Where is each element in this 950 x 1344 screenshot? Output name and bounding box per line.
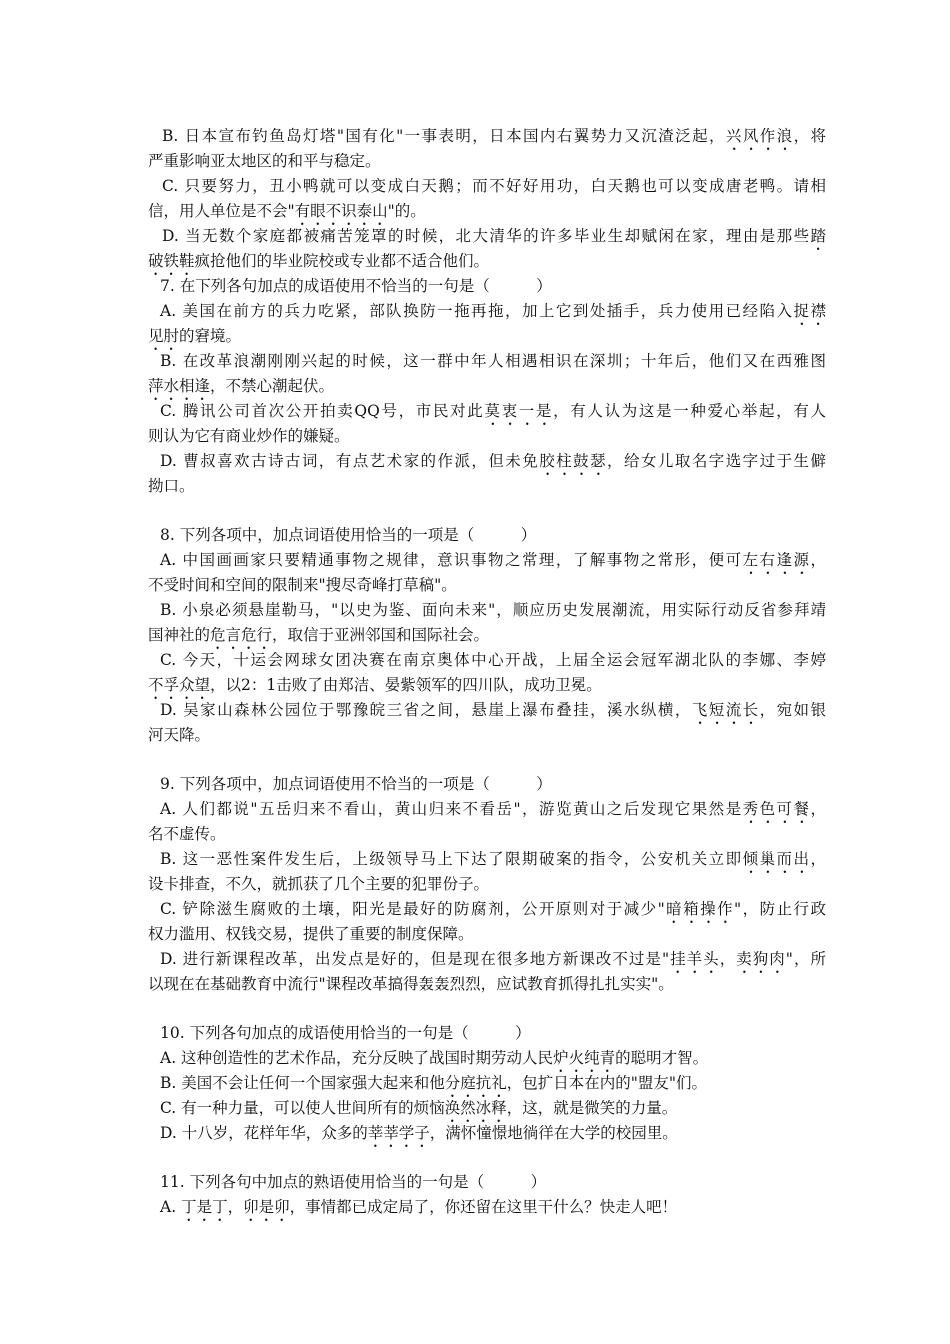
q7-option-d-line-1 xyxy=(160,451,826,473)
q10-option-c xyxy=(160,1098,826,1120)
q8-option-b-line-1 xyxy=(160,600,826,622)
text-run: A. xyxy=(160,1198,182,1216)
q9-option-d-line-1 xyxy=(160,949,826,971)
q10-option-b xyxy=(160,1073,826,1095)
emphasized-term: 有眼不识泰山 xyxy=(294,202,388,220)
text-run: ，有人认为这是一种爱心举起，有人 xyxy=(553,402,826,420)
option-d-line-1 xyxy=(162,226,826,248)
text-run: D. 当无数个家庭都被痛苦笼罩的时候，北大清华的许多毕业生却赋闲在家，理由是那些 xyxy=(162,227,811,245)
text-run: 8. 下列各项中，加点词语使用恰当的一项是（ ） xyxy=(160,526,537,544)
q7-option-a-line-1 xyxy=(160,301,826,323)
emphasized-term: 丁是丁，卯是卯 xyxy=(181,1198,290,1216)
emphasized-term: 捉襟 xyxy=(793,302,826,320)
q7-option-a-line-2 xyxy=(148,326,826,348)
q9-option-b-line-2 xyxy=(148,874,826,896)
text-run: 权力滥用、权钱交易，提供了重要的制度保障。 xyxy=(148,925,474,943)
option-d-line-2 xyxy=(148,251,826,273)
text-run: B. 美国不会让任何一个国家强大起来和他 xyxy=(160,1074,445,1092)
emphasized-term: 左右逢源 xyxy=(742,551,811,569)
text-run: ，包扩日本在内的"盟友"们。 xyxy=(506,1074,708,1092)
q10-option-a xyxy=(160,1048,826,1070)
text-run: ，宛如银 xyxy=(759,701,826,719)
question-11-stem xyxy=(160,1172,826,1194)
q8-option-a-line-1 xyxy=(160,550,826,572)
text-run: 疯抢他们的毕业院校或专业都不适合他们。 xyxy=(194,252,490,270)
q8-option-a-line-2 xyxy=(148,575,826,597)
q8-option-c-line-2 xyxy=(148,675,826,697)
emphasized-term: 兴风作浪 xyxy=(725,127,794,145)
text-run: ，不禁心潮起伏。 xyxy=(210,377,335,395)
q8-option-d-line-1 xyxy=(160,700,826,722)
question-10-stem xyxy=(160,1023,826,1045)
emphasized-term: 分庭抗礼 xyxy=(444,1074,507,1092)
text-run: C. 只要努力，丑小鸭就可以变成白天鹅；而不好好用功，白天鹅也可以变成唐老鸭。请相 xyxy=(162,177,826,195)
emphasized-term: 莘莘学子 xyxy=(367,1124,430,1142)
emphasized-term: 破铁鞋 xyxy=(148,252,195,270)
text-run: A. 人们都说"五岳归来不看山，黄山归来不看岳"，游览黄山之后发现它果然是 xyxy=(160,800,743,818)
text-run: 的聪明才智。 xyxy=(615,1049,709,1067)
option-b-line-1 xyxy=(162,126,826,148)
emphasized-term: 涣然冰释 xyxy=(444,1099,507,1117)
emphasized-term: 踏 xyxy=(810,227,826,245)
q7-option-c-line-1 xyxy=(160,401,826,423)
text-run: ，将 xyxy=(793,127,826,145)
text-run: ， xyxy=(810,551,826,569)
text-run: D. 进行新课程改革，出发点是好的，但是现在很多地方新课改不过是" xyxy=(160,950,670,968)
emphasized-term: 倾巢而出 xyxy=(742,850,811,868)
option-b-line-2 xyxy=(148,151,826,173)
text-run: B. 这一恶性案件发生后，上级领导马上下达了限期破案的指令，公安机关立即 xyxy=(160,850,743,868)
text-run: 11. 下列各句中加点的熟语使用恰当的一句是（ ） xyxy=(160,1173,547,1191)
text-run: 10. 下列各句加点的成语使用恰当的一句是（ ） xyxy=(160,1024,531,1042)
text-run: 9. 下列各项中，加点词语使用不恰当的一项是（ ） xyxy=(160,775,552,793)
text-run: B. 在改革浪潮刚刚兴起的时候，这一群中年人相遇相识在深圳；十年后，他们又在西雅图 xyxy=(160,352,826,370)
question-9-stem xyxy=(160,774,826,796)
text-run: 的窘境。 xyxy=(179,327,242,345)
text-run: 拗口。 xyxy=(148,477,195,495)
text-run: 信，用人单位是不会" xyxy=(148,202,295,220)
text-run: C. 铲除滋生腐败的土壤，阳光是最好的防腐剂，公开原则对于减少" xyxy=(160,900,665,918)
emphasized-term: 秀色可餐 xyxy=(742,800,811,818)
text-run: ， xyxy=(810,800,826,818)
q9-option-a-line-1 xyxy=(160,799,826,821)
emphasized-term: 萍水相逢 xyxy=(148,377,211,395)
text-run: D. 曹叔喜欢古诗古词，有点艺术家的作派，但未免 xyxy=(160,452,540,470)
emphasized-term: 炉火纯青 xyxy=(553,1049,616,1067)
q7-option-d-line-2 xyxy=(148,476,826,498)
q8-option-c-line-1 xyxy=(160,650,826,672)
text-run: "，防止行政 xyxy=(734,900,826,918)
option-c-line-1 xyxy=(162,176,826,198)
text-run: C. 今天，十运会网球女团决赛在南京奥体中心开战，上届全运会冠军湖北队的李娜、李婷 xyxy=(160,651,826,669)
text-run: ，给女儿取名字选字过于生僻 xyxy=(607,452,826,470)
text-run: "的。 xyxy=(387,202,426,220)
text-run: 不受时间和空间的限制来"搜尽奇峰打草稿"。 xyxy=(148,576,457,594)
emphasized-term: 飞短流长 xyxy=(691,701,760,719)
q9-option-b-line-1 xyxy=(160,849,826,871)
text-run: 河天降。 xyxy=(148,726,211,744)
text-run: D. 吴家山森林公园位于鄂豫皖三省之间，悬崖上瀑布叠挂，溪水纵横， xyxy=(160,701,692,719)
text-run: C. 腾讯公司首次公开拍卖QQ号，市民对此 xyxy=(160,402,485,420)
option-c-line-2 xyxy=(148,201,826,223)
text-run: ，满怀憧憬地徜徉在大学的校园里。 xyxy=(429,1124,678,1142)
q9-option-d-line-2 xyxy=(148,974,826,996)
text-run: A. 美国在前方的兵力吃紧，部队换防一拖再拖，加上它到处插手，兵力使用已经陷入 xyxy=(160,302,794,320)
emphasized-term: 胶柱鼓瑟 xyxy=(539,452,608,470)
q9-option-c-line-1 xyxy=(160,899,826,921)
text-run: ，事情都已成定局了，你还留在这里干什么？快走人吧！ xyxy=(289,1198,678,1216)
emphasized-term: 见肘 xyxy=(148,327,180,345)
text-run: A. 这种创造性的艺术作品，充分反映了战国时期劳动人民 xyxy=(160,1049,554,1067)
text-run: 7. 在下列各句加点的成语使用不恰当的一句是（ ） xyxy=(160,277,552,295)
text-run: 设卡排查，不久，就抓获了几个主要的犯罪份子。 xyxy=(148,875,490,893)
text-run: 则认为它有商业炒作的嫌疑。 xyxy=(148,427,350,445)
q10-option-d xyxy=(160,1123,826,1145)
text-run: A. 中国画画家只要精通事物之规律，意识事物之常理，了解事物之常形，便可 xyxy=(160,551,743,569)
q8-option-b-line-2 xyxy=(148,625,826,647)
text-run: 以现在在基础教育中流行"课程改革搞得轰轰烈烈，应试教育抓得扎扎实实"。 xyxy=(148,975,674,993)
text-run: 名不虚传。 xyxy=(148,825,226,843)
text-run: B. 小泉必须悬崖勒马，"以史为鉴、面向未来"，顺应历史发展潮流，用实际行动反省参拜靖 xyxy=(160,601,826,619)
emphasized-term: 挂羊头，卖狗肉 xyxy=(669,950,786,968)
q7-option-b-line-2 xyxy=(148,376,826,398)
emphasized-term: 暗箱操作 xyxy=(664,900,735,918)
text-run: ，这，就是微笑的力量。 xyxy=(506,1099,678,1117)
text-run: C. 有一种力量，可以使人世间所有的烦恼 xyxy=(160,1099,445,1117)
text-run: ，以2：1击败了由郑洁、晏紫领军的四川队，成功卫冕。 xyxy=(210,676,602,694)
emphasized-term: 不孚众望 xyxy=(148,676,211,694)
emphasized-term: 危言危行 xyxy=(210,626,273,644)
question-7-stem xyxy=(160,276,826,298)
text-run: D. 十八岁，花样年华，众多的 xyxy=(160,1124,368,1142)
question-8-stem xyxy=(160,525,826,547)
q7-option-c-line-2 xyxy=(148,426,826,448)
text-run: ， xyxy=(810,850,826,868)
q7-option-b-line-1 xyxy=(160,351,826,373)
text-run: 严重影响亚太地区的和平与稳定。 xyxy=(148,152,381,170)
q11-option-a xyxy=(160,1197,826,1219)
q9-option-a-line-2 xyxy=(148,824,826,846)
text-run: B. 日本宣布钓鱼岛灯塔"国有化"一事表明，日本国内右翼势力又沉渣泛起， xyxy=(162,127,726,145)
text-run: "，所 xyxy=(785,950,826,968)
text-run: 国神社的 xyxy=(148,626,211,644)
emphasized-term: 莫衷一是 xyxy=(484,402,554,420)
text-run: ，取信于亚洲邻国和国际社会。 xyxy=(272,626,490,644)
q8-option-d-line-2 xyxy=(148,725,826,747)
q9-option-c-line-2 xyxy=(148,924,826,946)
